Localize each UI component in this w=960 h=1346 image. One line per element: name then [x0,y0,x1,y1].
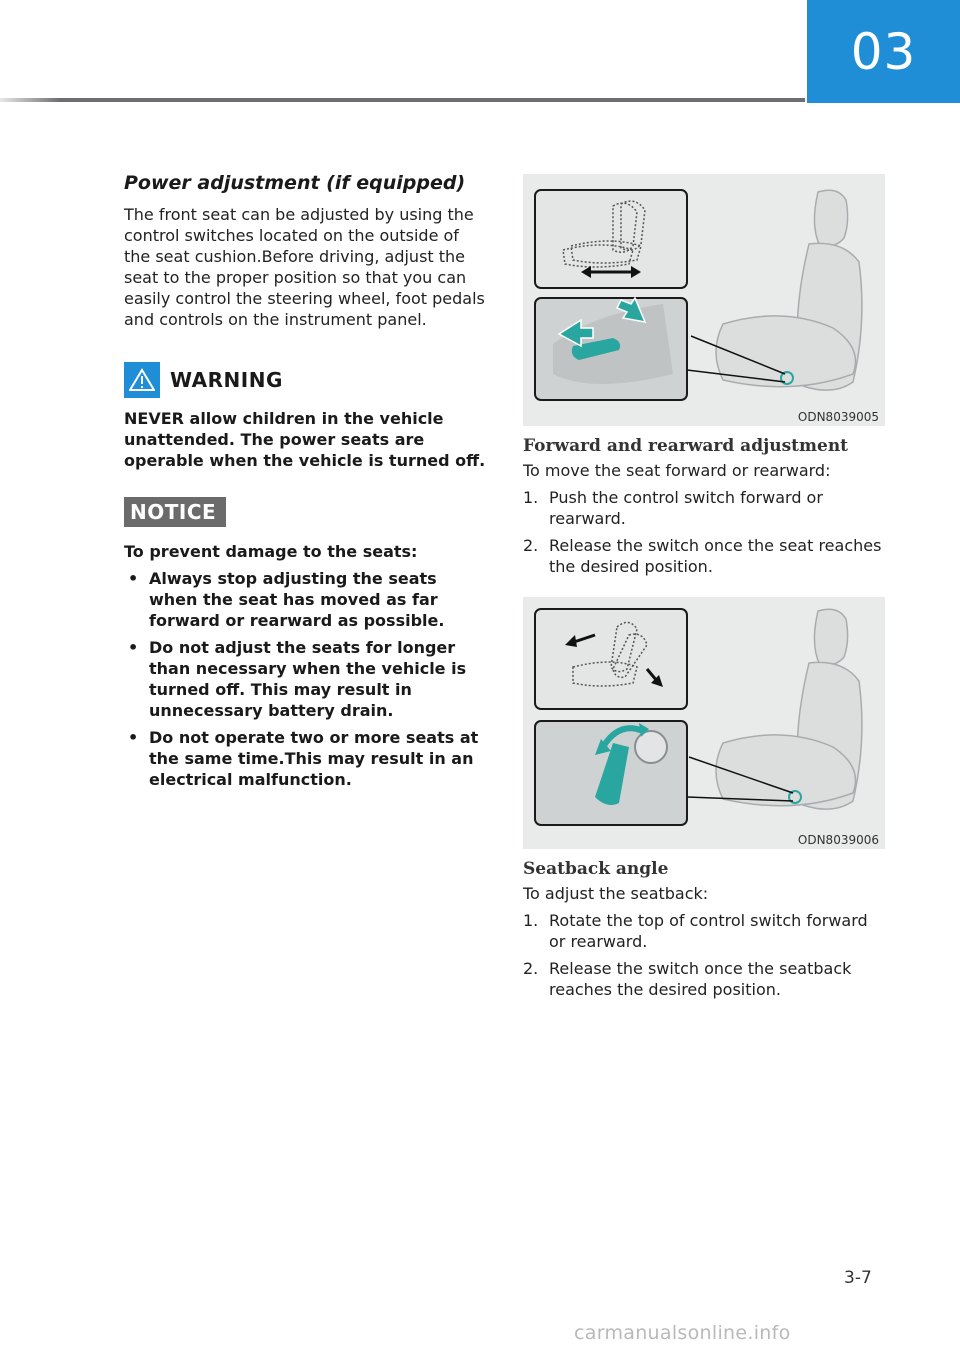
step-item [523,487,885,529]
bullet-icon: • [128,728,139,747]
notice-item [124,568,490,631]
section-title-forward-rearward: Forward and rearward adjustment [523,436,849,456]
step-text: Rotate the top of control switch forward or rearward. [549,911,868,951]
figure-code: ODN8039005 [797,410,879,424]
step-text: Push the control switch forward or rearward. [549,488,823,528]
header-rule [0,98,805,102]
notice-item-text: Always stop adjusting the seats when the seat has moved as far forward or rearward as possible. [149,569,445,630]
chapter-tab [807,0,960,103]
intro-paragraph: The front seat can be adjusted by using the control switches located on the outside of the seat cushion.Before driving, adjust the seat to the proper position so that you can easily control the steering wheel, foot pedals and controls on the instrument panel. [124,205,485,329]
step-text: Release the switch once the seatback reaches the desired position. [549,959,852,999]
section2-steps [523,910,885,1000]
warning-header [124,362,490,398]
notice-list [124,568,490,790]
figure-code: ODN8039006 [797,833,879,847]
step-item [523,910,885,952]
step-item [523,535,885,577]
warning-text: NEVER allow children in the vehicle unattended. The power seats are operable when the vehicle is turned off. [124,409,486,470]
section1-intro: To move the seat forward or rearward: [523,461,831,480]
figure-seatback-angle [523,597,885,849]
seat-illustration-1 [523,174,885,426]
bullet-icon: • [128,569,139,588]
right-column [523,174,885,1006]
page-number: 3-7 [844,1268,872,1288]
step-number: 1. [523,911,539,930]
figure-seat-forward-rearward [523,174,885,426]
watermark: carmanualsonline.info [574,1322,791,1344]
notice-item [124,727,490,790]
step-text: Release the switch once the seat reaches the desired position. [549,536,882,576]
step-number: 2. [523,959,539,978]
notice-label: NOTICE [124,497,226,527]
header-rule-fade [0,98,60,102]
warning-label: WARNING [170,368,283,392]
section-title-power-adjustment: Power adjustment (if equipped) [124,172,466,194]
notice-intro: To prevent damage to the seats: [124,542,418,561]
step-number: 1. [523,488,539,507]
step-number: 2. [523,536,539,555]
notice-item-text: Do not operate two or more seats at the same time.This may result in an electrical malfunction. [149,728,479,789]
left-column [124,172,490,796]
notice-item-text: Do not adjust the seats for longer than necessary when the vehicle is turned off. This may result in unnecessary battery drain. [149,638,467,720]
chapter-number: 03 [850,22,917,81]
warning-icon [124,362,160,398]
step-item [523,958,885,1000]
section2-intro: To adjust the seatback: [523,884,709,903]
section1-steps [523,487,885,577]
bullet-icon: • [128,638,139,657]
seat-illustration-2 [523,597,885,849]
section-title-seatback-angle: Seatback angle [523,859,669,879]
notice-item [124,637,490,721]
